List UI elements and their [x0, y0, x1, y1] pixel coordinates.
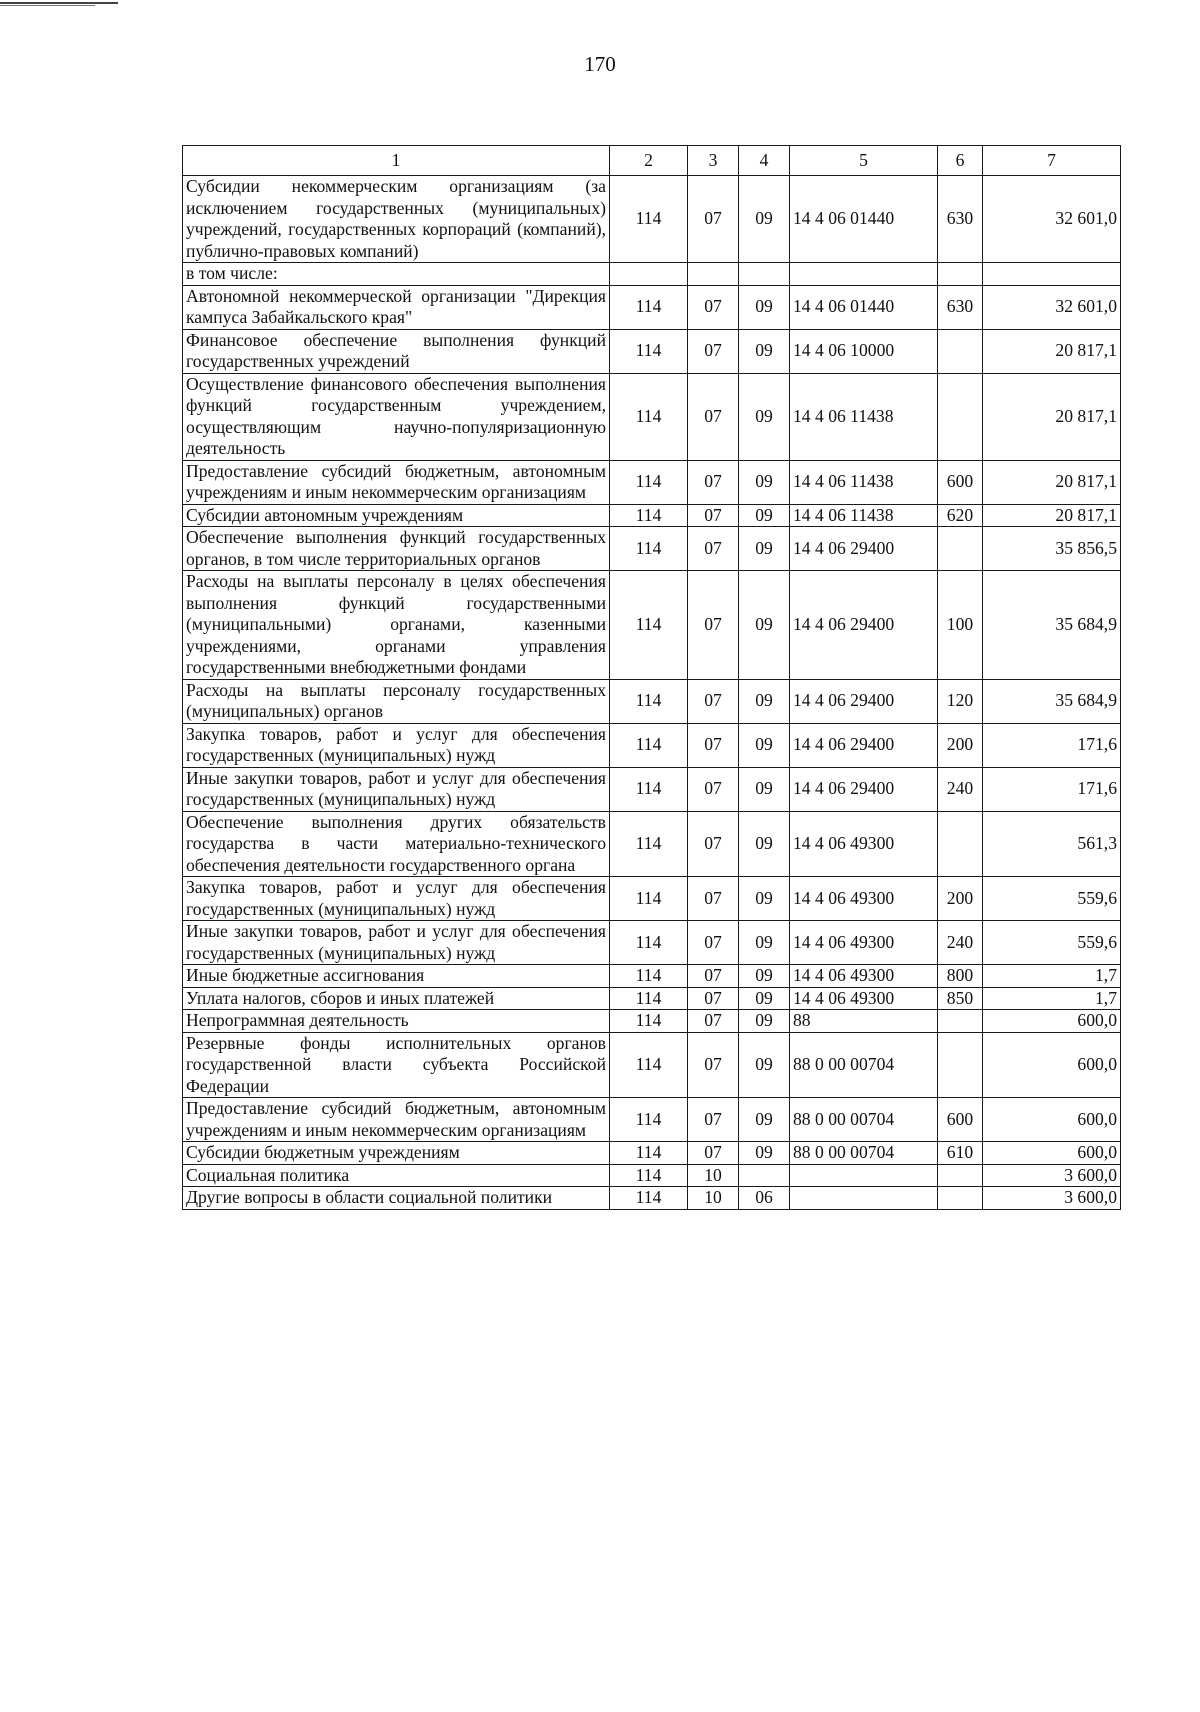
subsection-cell: 09 — [739, 877, 790, 921]
section-cell: 07 — [688, 329, 739, 373]
target-article-cell — [790, 263, 938, 286]
table-row — [183, 1164, 1121, 1187]
scan-edge-line — [0, 5, 95, 6]
table-row — [183, 263, 1121, 286]
amount-cell: 32 601,0 — [983, 285, 1121, 329]
target-article-cell — [790, 1164, 938, 1187]
section-cell: 07 — [688, 285, 739, 329]
target-article-cell: 14 4 06 49300 — [790, 965, 938, 988]
subsection-cell: 09 — [739, 329, 790, 373]
subsection-cell — [739, 1164, 790, 1187]
code-cell: 114 — [610, 921, 688, 965]
subsection-cell: 09 — [739, 767, 790, 811]
section-cell: 07 — [688, 877, 739, 921]
table-row — [183, 527, 1121, 571]
row-name-cell: Финансовое обеспечение выполнения функций государственных учреждений — [183, 329, 610, 373]
target-article-cell: 14 4 06 29400 — [790, 527, 938, 571]
table-row — [183, 1032, 1121, 1098]
table-row — [183, 329, 1121, 373]
row-name-cell: Иные закупки товаров, работ и услуг для обеспечения государственных (муниципальных) нужд — [183, 767, 610, 811]
expense-type-cell: 800 — [938, 965, 983, 988]
page-number: 170 — [584, 52, 616, 76]
expense-type-cell — [938, 329, 983, 373]
table-row — [183, 1098, 1121, 1142]
amount-cell: 20 817,1 — [983, 504, 1121, 527]
section-cell: 07 — [688, 504, 739, 527]
section-cell: 07 — [688, 1010, 739, 1033]
code-cell: 114 — [610, 811, 688, 877]
row-name-cell: Автономной некоммерческой организации "Дирекция кампуса Забайкальского края" — [183, 285, 610, 329]
code-cell: 114 — [610, 723, 688, 767]
row-name-cell: Резервные фонды исполнительных органов государственной власти субъекта Российской Федерации — [183, 1032, 610, 1098]
table-row — [183, 176, 1121, 263]
row-name-cell: Субсидии автономным учреждениям — [183, 504, 610, 527]
row-name-cell: Иные закупки товаров, работ и услуг для обеспечения государственных (муниципальных) нужд — [183, 921, 610, 965]
section-cell: 07 — [688, 811, 739, 877]
expense-type-cell — [938, 1010, 983, 1033]
code-cell: 114 — [610, 877, 688, 921]
section-cell: 07 — [688, 767, 739, 811]
expense-type-cell — [938, 811, 983, 877]
section-cell: 07 — [688, 373, 739, 460]
code-cell: 114 — [610, 373, 688, 460]
table-row — [183, 571, 1121, 680]
table-row — [183, 679, 1121, 723]
code-cell: 114 — [610, 987, 688, 1010]
row-name-cell: Другие вопросы в области социальной политики — [183, 1187, 610, 1210]
column-header: 2 — [610, 146, 688, 176]
row-name-cell: Предоставление субсидий бюджетным, автономным учреждениям и иным некоммерческим организациям — [183, 1098, 610, 1142]
target-article-cell: 14 4 06 49300 — [790, 987, 938, 1010]
table-row — [183, 1142, 1121, 1165]
expense-type-cell: 610 — [938, 1142, 983, 1165]
subsection-cell — [739, 263, 790, 286]
column-header: 3 — [688, 146, 739, 176]
expense-type-cell — [938, 263, 983, 286]
subsection-cell: 09 — [739, 1098, 790, 1142]
code-cell: 114 — [610, 767, 688, 811]
expense-type-cell: 200 — [938, 877, 983, 921]
column-header: 7 — [983, 146, 1121, 176]
section-cell: 07 — [688, 965, 739, 988]
expense-type-cell: 850 — [938, 987, 983, 1010]
amount-cell: 559,6 — [983, 921, 1121, 965]
subsection-cell: 09 — [739, 679, 790, 723]
row-name-cell: в том числе: — [183, 263, 610, 286]
table-row — [183, 921, 1121, 965]
target-article-cell: 88 0 00 00704 — [790, 1142, 938, 1165]
expense-type-cell: 600 — [938, 460, 983, 504]
table-row — [183, 723, 1121, 767]
expense-type-cell — [938, 1187, 983, 1210]
expense-type-cell — [938, 1164, 983, 1187]
subsection-cell: 09 — [739, 571, 790, 680]
code-cell: 114 — [610, 329, 688, 373]
row-name-cell: Предоставление субсидий бюджетным, автономным учреждениям и иным некоммерческим организациям — [183, 460, 610, 504]
subsection-cell: 09 — [739, 1032, 790, 1098]
target-article-cell: 14 4 06 10000 — [790, 329, 938, 373]
amount-cell: 600,0 — [983, 1098, 1121, 1142]
column-header: 5 — [790, 146, 938, 176]
subsection-cell: 09 — [739, 1142, 790, 1165]
row-name-cell: Расходы на выплаты персоналу в целях обеспечения выполнения функций государственными (муниципальными) органами, казенными учреждениями, органами управления государственными внебюджетными фондами — [183, 571, 610, 680]
amount-cell: 20 817,1 — [983, 329, 1121, 373]
amount-cell: 35 856,5 — [983, 527, 1121, 571]
amount-cell: 1,7 — [983, 987, 1121, 1010]
code-cell: 114 — [610, 965, 688, 988]
target-article-cell — [790, 1187, 938, 1210]
target-article-cell: 14 4 06 29400 — [790, 767, 938, 811]
target-article-cell: 14 4 06 49300 — [790, 921, 938, 965]
amount-cell: 1,7 — [983, 965, 1121, 988]
amount-cell: 600,0 — [983, 1032, 1121, 1098]
row-name-cell: Субсидии некоммерческим организациям (за исключением государственных (муниципальных) учреждений, государственных корпораций (компаний), публично-правовых компаний) — [183, 176, 610, 263]
row-name-cell: Закупка товаров, работ и услуг для обеспечения государственных (муниципальных) нужд — [183, 877, 610, 921]
section-cell — [688, 263, 739, 286]
subsection-cell: 09 — [739, 1010, 790, 1033]
target-article-cell: 14 4 06 29400 — [790, 571, 938, 680]
subsection-cell: 09 — [739, 176, 790, 263]
scan-edge-line — [0, 2, 118, 4]
code-cell: 114 — [610, 527, 688, 571]
amount-cell: 600,0 — [983, 1010, 1121, 1033]
amount-cell: 35 684,9 — [983, 571, 1121, 680]
row-name-cell: Обеспечение выполнения других обязательств государства в части материально-технического обеспечения деятельности государственного органа — [183, 811, 610, 877]
table-header-row — [183, 146, 1121, 176]
target-article-cell: 14 4 06 01440 — [790, 176, 938, 263]
code-cell: 114 — [610, 679, 688, 723]
code-cell: 114 — [610, 285, 688, 329]
amount-cell: 559,6 — [983, 877, 1121, 921]
expense-type-cell — [938, 1032, 983, 1098]
subsection-cell: 06 — [739, 1187, 790, 1210]
column-header: 6 — [938, 146, 983, 176]
row-name-cell: Расходы на выплаты персоналу государственных (муниципальных) органов — [183, 679, 610, 723]
expense-type-cell: 630 — [938, 285, 983, 329]
subsection-cell: 09 — [739, 460, 790, 504]
expense-type-cell: 120 — [938, 679, 983, 723]
section-cell: 07 — [688, 921, 739, 965]
section-cell: 10 — [688, 1164, 739, 1187]
section-cell: 07 — [688, 1032, 739, 1098]
table-row — [183, 767, 1121, 811]
code-cell — [610, 263, 688, 286]
subsection-cell: 09 — [739, 527, 790, 571]
subsection-cell: 09 — [739, 965, 790, 988]
row-name-cell: Осуществление финансового обеспечения выполнения функций государственным учреждением, осуществляющим научно-популяризационную деятельность — [183, 373, 610, 460]
subsection-cell: 09 — [739, 987, 790, 1010]
section-cell: 07 — [688, 679, 739, 723]
table-row — [183, 965, 1121, 988]
section-cell: 07 — [688, 527, 739, 571]
section-cell: 07 — [688, 987, 739, 1010]
row-name-cell: Непрограммная деятельность — [183, 1010, 610, 1033]
row-name-cell: Иные бюджетные ассигнования — [183, 965, 610, 988]
section-cell: 10 — [688, 1187, 739, 1210]
row-name-cell: Уплата налогов, сборов и иных платежей — [183, 987, 610, 1010]
amount-cell: 20 817,1 — [983, 460, 1121, 504]
amount-cell: 561,3 — [983, 811, 1121, 877]
table-row — [183, 460, 1121, 504]
table-row — [183, 373, 1121, 460]
expense-type-cell: 100 — [938, 571, 983, 680]
subsection-cell: 09 — [739, 921, 790, 965]
row-name-cell: Закупка товаров, работ и услуг для обеспечения государственных (муниципальных) нужд — [183, 723, 610, 767]
amount-cell — [983, 263, 1121, 286]
code-cell: 114 — [610, 176, 688, 263]
table-row — [183, 811, 1121, 877]
table-row — [183, 504, 1121, 527]
row-name-cell: Социальная политика — [183, 1164, 610, 1187]
amount-cell: 3 600,0 — [983, 1187, 1121, 1210]
expense-type-cell: 240 — [938, 767, 983, 811]
expense-type-cell: 630 — [938, 176, 983, 263]
table-body — [183, 176, 1121, 1210]
expense-type-cell: 200 — [938, 723, 983, 767]
column-header: 4 — [739, 146, 790, 176]
expense-type-cell: 600 — [938, 1098, 983, 1142]
code-cell: 114 — [610, 1187, 688, 1210]
target-article-cell: 88 — [790, 1010, 938, 1033]
subsection-cell: 09 — [739, 723, 790, 767]
target-article-cell: 14 4 06 29400 — [790, 723, 938, 767]
amount-cell: 600,0 — [983, 1142, 1121, 1165]
amount-cell: 3 600,0 — [983, 1164, 1121, 1187]
code-cell: 114 — [610, 1010, 688, 1033]
target-article-cell: 88 0 00 00704 — [790, 1032, 938, 1098]
section-cell: 07 — [688, 571, 739, 680]
table-row — [183, 1187, 1121, 1210]
code-cell: 114 — [610, 460, 688, 504]
subsection-cell: 09 — [739, 285, 790, 329]
subsection-cell: 09 — [739, 811, 790, 877]
subsection-cell: 09 — [739, 373, 790, 460]
amount-cell: 35 684,9 — [983, 679, 1121, 723]
amount-cell: 171,6 — [983, 723, 1121, 767]
table-row — [183, 285, 1121, 329]
table-row — [183, 1010, 1121, 1033]
expense-type-cell — [938, 527, 983, 571]
target-article-cell: 14 4 06 11438 — [790, 504, 938, 527]
amount-cell: 32 601,0 — [983, 176, 1121, 263]
section-cell: 07 — [688, 723, 739, 767]
target-article-cell: 14 4 06 11438 — [790, 373, 938, 460]
section-cell: 07 — [688, 176, 739, 263]
amount-cell: 171,6 — [983, 767, 1121, 811]
code-cell: 114 — [610, 1032, 688, 1098]
target-article-cell: 14 4 06 49300 — [790, 811, 938, 877]
code-cell: 114 — [610, 504, 688, 527]
budget-table — [182, 145, 1121, 1210]
target-article-cell: 14 4 06 01440 — [790, 285, 938, 329]
target-article-cell: 14 4 06 49300 — [790, 877, 938, 921]
column-header: 1 — [183, 146, 610, 176]
target-article-cell: 14 4 06 29400 — [790, 679, 938, 723]
table-row — [183, 877, 1121, 921]
expense-type-cell: 620 — [938, 504, 983, 527]
expense-type-cell: 240 — [938, 921, 983, 965]
amount-cell: 20 817,1 — [983, 373, 1121, 460]
code-cell: 114 — [610, 1164, 688, 1187]
code-cell: 114 — [610, 1098, 688, 1142]
table-row — [183, 987, 1121, 1010]
section-cell: 07 — [688, 1142, 739, 1165]
code-cell: 114 — [610, 1142, 688, 1165]
expense-type-cell — [938, 373, 983, 460]
row-name-cell: Обеспечение выполнения функций государственных органов, в том числе территориальных органов — [183, 527, 610, 571]
row-name-cell: Субсидии бюджетным учреждениям — [183, 1142, 610, 1165]
target-article-cell: 14 4 06 11438 — [790, 460, 938, 504]
section-cell: 07 — [688, 460, 739, 504]
target-article-cell: 88 0 00 00704 — [790, 1098, 938, 1142]
code-cell: 114 — [610, 571, 688, 680]
subsection-cell: 09 — [739, 504, 790, 527]
section-cell: 07 — [688, 1098, 739, 1142]
